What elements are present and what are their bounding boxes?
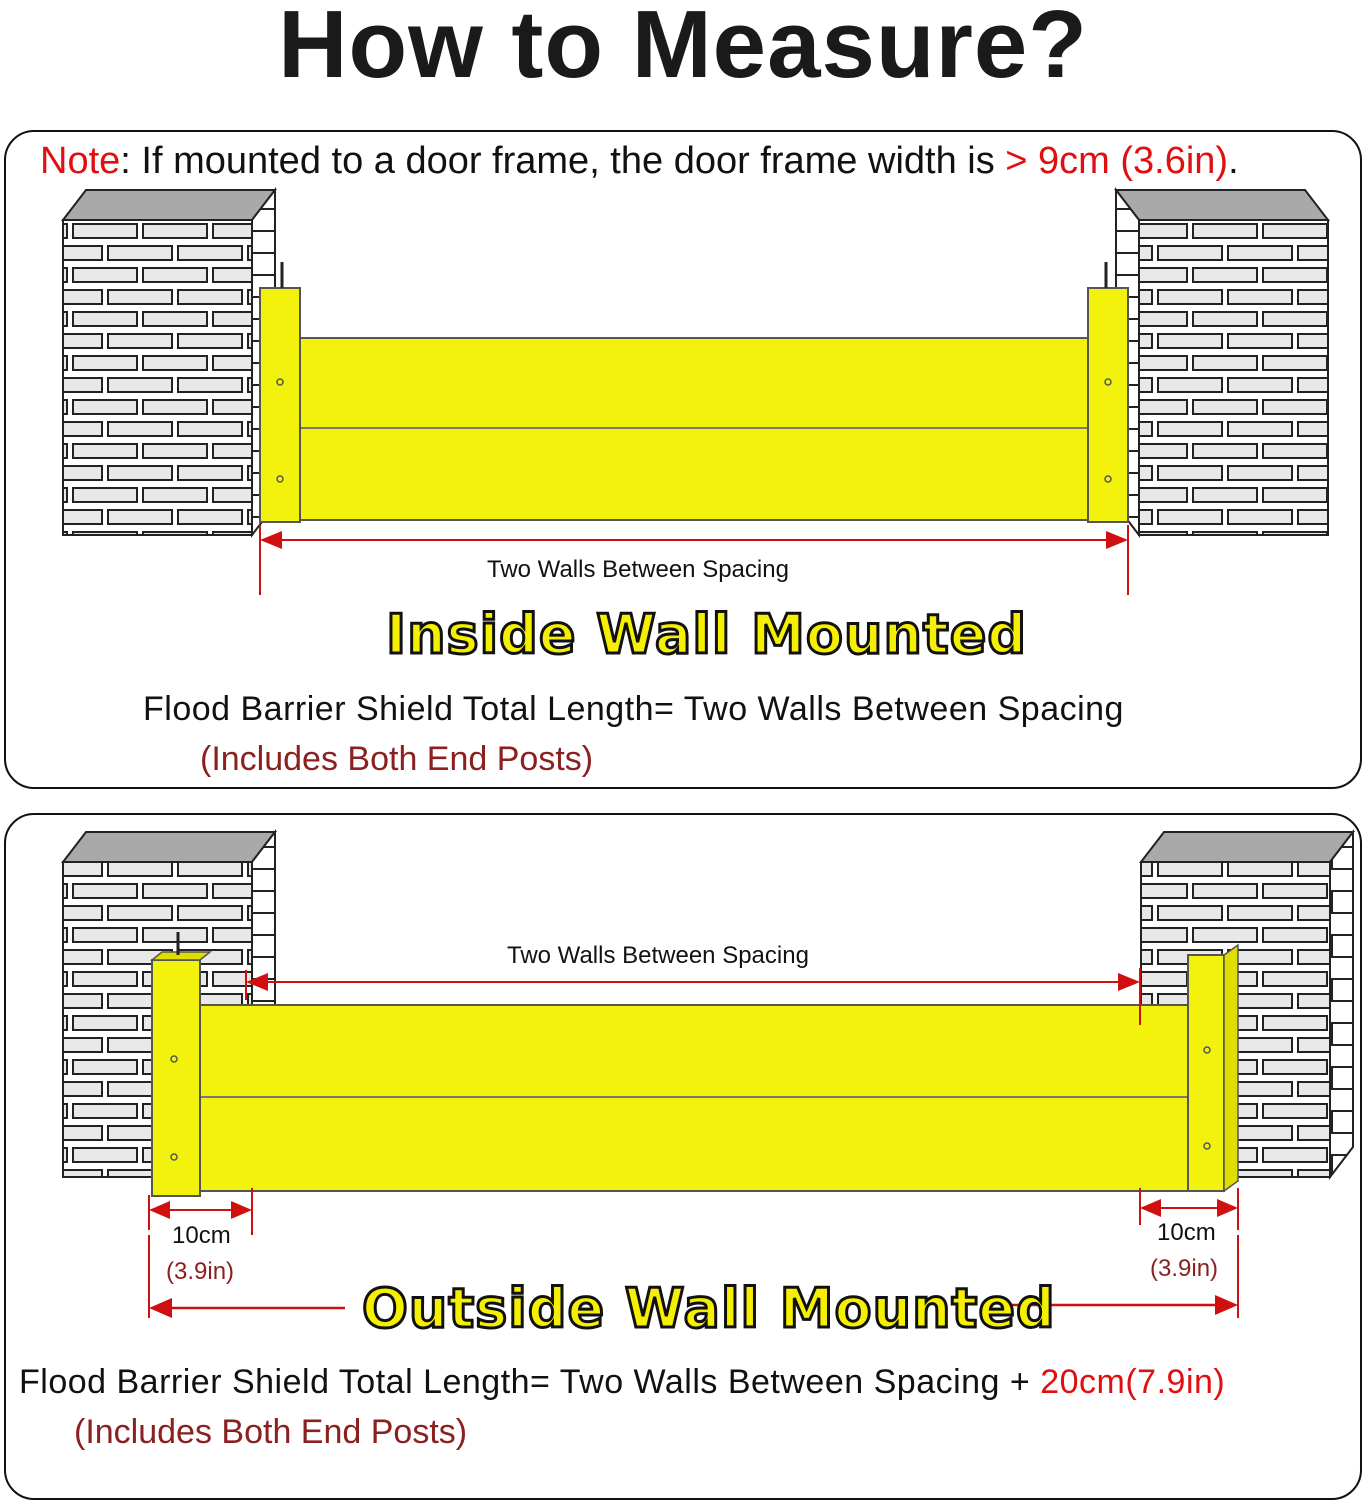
note-prefix: Note <box>40 140 121 182</box>
left-dim-cm: 10cm <box>172 1222 231 1249</box>
right-dim-in: (3.9in) <box>1150 1255 1219 1282</box>
page-title: How to Measure? <box>278 0 1088 98</box>
outside-spacing-label: Two Walls Between Spacing <box>507 942 809 969</box>
outside-formula <box>19 1363 1225 1402</box>
note-suffix: . <box>1228 140 1239 182</box>
outside-mount-title: Outside Wall Mounted <box>362 1277 1056 1340</box>
inside-includes-note: (Includes Both End Posts) <box>200 740 594 778</box>
inside-spacing-label: Two Walls Between Spacing <box>487 556 789 583</box>
inside-barrier <box>260 262 1128 522</box>
inside-right-pillar <box>1116 190 1328 535</box>
inside-left-pillar <box>63 190 275 535</box>
inside-formula: Flood Barrier Shield Total Length= Two Walls Between Spacing <box>143 690 1124 728</box>
right-dim-cm: 10cm <box>1157 1219 1216 1246</box>
note-text: : If mounted to a door frame, the door frame width is <box>120 140 1006 182</box>
outside-formula-text: Flood Barrier Shield Total Length= Two Walls Between Spacing + <box>19 1363 1041 1401</box>
outside-barrier <box>152 932 1238 1196</box>
outside-formula-extra: 20cm(7.9in) <box>1040 1363 1226 1401</box>
left-dim-in: (3.9in) <box>166 1258 235 1285</box>
note-value: > 9cm (3.6in) <box>1005 140 1229 182</box>
outside-includes-note: (Includes Both End Posts) <box>74 1413 468 1451</box>
inside-mount-title: Inside Wall Mounted <box>386 603 1027 666</box>
